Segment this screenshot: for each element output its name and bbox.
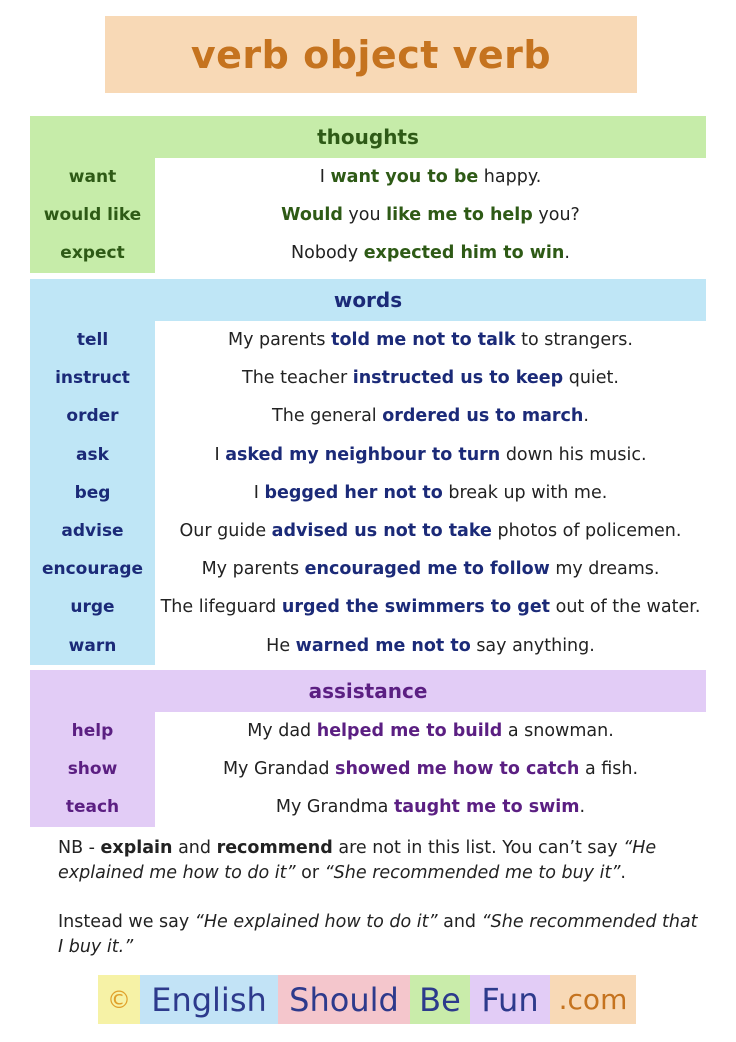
example-sentence [155, 559, 706, 579]
example-sentence [155, 243, 706, 263]
title-banner [105, 16, 637, 93]
note-text: . [620, 863, 626, 883]
verb-label: help [71, 721, 114, 742]
highlighted-phrase: encouraged me to follow [304, 559, 550, 580]
example-sentence [155, 721, 706, 741]
highlighted-phrase: Would [281, 205, 343, 226]
sentence-text: My parents [201, 559, 305, 580]
verb-label: encourage [41, 559, 144, 580]
note-quote: “He explained me how to do it” [58, 838, 657, 883]
sentence-text: to strangers. [515, 330, 633, 351]
verb-label: warn [68, 635, 117, 656]
copyright-icon: © [98, 975, 140, 1024]
highlighted-phrase: ordered us to march [382, 406, 584, 427]
section-thoughts [30, 116, 706, 273]
table-row [30, 512, 706, 550]
table-row [30, 627, 706, 665]
table-row [30, 234, 706, 272]
example-sentence [155, 797, 706, 817]
note-keyword: recommend [216, 838, 333, 858]
section-rows [30, 712, 706, 827]
example-sentence [155, 636, 706, 656]
sentence-text: say anything. [470, 635, 595, 656]
example-sentence [155, 167, 706, 187]
section-rows [30, 321, 706, 665]
footer-logo [98, 975, 636, 1024]
verb-label: would like [43, 205, 142, 226]
sentence-text: My dad [247, 721, 317, 742]
sentence-text: photos of policemen. [491, 521, 682, 542]
example-sentence [155, 205, 706, 225]
sentence-text: quiet. [563, 368, 619, 389]
note-paragraph-1 [58, 836, 698, 886]
sentence-text: out of the water. [550, 597, 701, 618]
note-quote: “He explained how to do it” [194, 912, 438, 932]
table-row [30, 436, 706, 474]
note-keyword: explain [100, 838, 173, 858]
verb-label: advise [61, 521, 124, 542]
sentence-text: . [579, 797, 586, 818]
highlighted-phrase: told me not to talk [331, 330, 516, 351]
highlighted-phrase: like me to help [386, 205, 533, 226]
table-row [30, 712, 706, 750]
section-rows [30, 158, 706, 273]
sentence-text: I [319, 167, 331, 188]
sentence-text: a snowman. [502, 721, 614, 742]
note-text: NB - [58, 838, 101, 858]
table-row [30, 788, 706, 826]
note-quote: “She recommended that I buy it.” [58, 912, 698, 957]
highlighted-phrase: asked my neighbour to turn [225, 444, 501, 465]
sentence-text: you? [532, 205, 580, 226]
sentence-text: break up with me. [442, 482, 608, 503]
sentence-text: I [214, 444, 226, 465]
sentence-text: down his music. [500, 444, 647, 465]
highlighted-phrase: taught me to swim [393, 797, 580, 818]
sentence-text: The lifeguard [160, 597, 282, 618]
verb-label: order [66, 406, 119, 427]
highlighted-phrase: showed me how to catch [335, 759, 580, 780]
note-text: or [295, 863, 325, 883]
sentence-text: He [266, 635, 296, 656]
sentence-text: My Grandma [275, 797, 394, 818]
sentence-text: The teacher [242, 368, 353, 389]
sentence-text: My parents [228, 330, 332, 351]
verb-label: teach [65, 797, 120, 818]
logo-domain: .com [550, 975, 636, 1024]
example-sentence [155, 759, 706, 779]
section-heading: assistance [30, 670, 706, 712]
verb-label: urge [70, 597, 115, 618]
table-row [30, 588, 706, 626]
sentence-text: Nobody [291, 243, 364, 264]
example-sentence [155, 597, 706, 617]
sentence-text: happy. [478, 167, 542, 188]
sentence-text: My Grandad [222, 759, 336, 780]
highlighted-phrase: helped me to build [316, 721, 503, 742]
note-text: and [172, 838, 217, 858]
table-row [30, 321, 706, 359]
verb-label: tell [76, 330, 109, 351]
highlighted-phrase: warned me not to [295, 635, 471, 656]
example-sentence [155, 445, 706, 465]
sentence-text: The general [272, 406, 383, 427]
highlighted-phrase: instructed us to keep [352, 368, 564, 389]
verb-label: want [68, 167, 117, 188]
verb-label: expect [60, 243, 125, 264]
section-heading: words [30, 279, 706, 321]
logo-word: Fun [470, 975, 550, 1024]
table-row [30, 750, 706, 788]
sentence-text: Our guide [179, 521, 272, 542]
table-row [30, 196, 706, 234]
logo-word: English [140, 975, 278, 1024]
highlighted-phrase: advised us not to take [271, 521, 492, 542]
verb-label: instruct [55, 368, 130, 389]
table-row [30, 359, 706, 397]
example-sentence [155, 368, 706, 388]
table-row [30, 474, 706, 512]
example-sentence [155, 406, 706, 426]
verb-label: show [67, 759, 118, 780]
highlighted-phrase: want you to be [330, 167, 479, 188]
sentence-text: you [342, 205, 387, 226]
sentence-text: I [253, 482, 265, 503]
note-quote: “She recommended me to buy it” [324, 863, 621, 883]
sentence-text: . [583, 406, 589, 427]
section-assistance [30, 670, 706, 827]
highlighted-phrase: expected him to win [363, 243, 565, 264]
table-row [30, 397, 706, 435]
section-words [30, 279, 706, 665]
logo-word: Should [278, 975, 410, 1024]
table-row [30, 158, 706, 196]
highlighted-phrase: urged the swimmers to get [281, 597, 551, 618]
example-sentence [155, 521, 706, 541]
sentence-text: . [564, 243, 570, 264]
note-text: and [437, 912, 482, 932]
highlighted-phrase: begged her not to [264, 482, 443, 503]
verb-label: beg [74, 482, 111, 503]
table-row [30, 550, 706, 588]
section-heading: thoughts [30, 116, 706, 158]
note-text: Instead we say [58, 912, 195, 932]
verb-label: ask [76, 444, 109, 465]
logo-word: Be [410, 975, 470, 1024]
sentence-text: my dreams. [549, 559, 660, 580]
sentence-text: a fish. [579, 759, 639, 780]
page-title: verb object verb [190, 32, 552, 77]
example-sentence [155, 483, 706, 503]
note-text: are not in this list. You can’t say [332, 838, 624, 858]
note-paragraph-2 [58, 910, 698, 960]
example-sentence [155, 330, 706, 350]
